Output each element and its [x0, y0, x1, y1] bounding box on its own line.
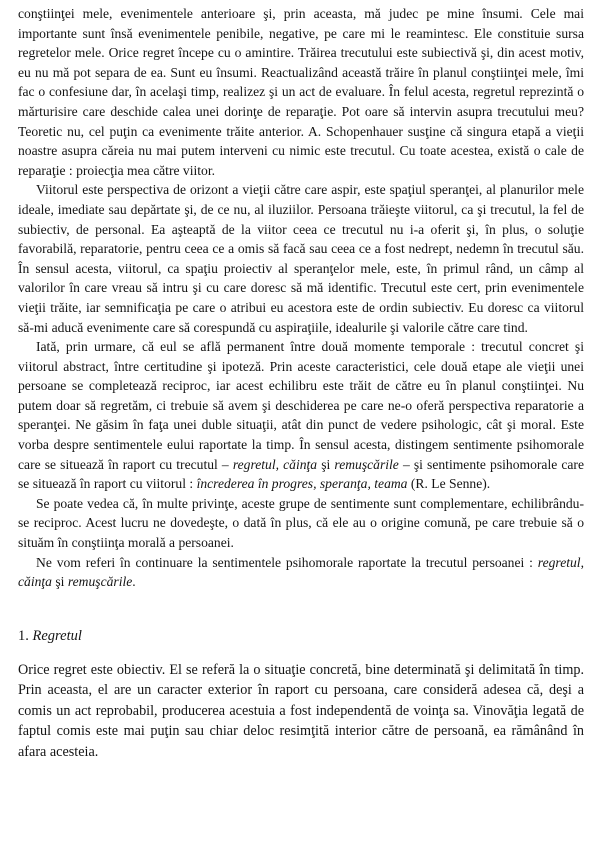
paragraph-4 — [18, 494, 584, 553]
text-run: – şi sentimente psihomorale care se situează în raport cu viitorul : — [18, 456, 584, 492]
text-run: Viitorul este perspectiva de orizont a vieţii către care aspir, este spaţiul speranţei, al planurilor mele ideale, imediate sau depărtate şi, de ce nu, al iluziilor. Persoana trăieşte viitorul, ca şi trecutul, la fel de subiectiv, de personal. Ea aşteaptă de la viitor ceea ce trecutul nu i-a oferit şi, în plus, o soluţie favorabilă, reparatorie, pentru ceea ce a omis să facă sau ceea ce a fost nedrept, nedemn în trecutul său. În sensul acesta, viitorul, ca spaţiu proiectiv al speranţelor mele, este, în primul rând, un câmp al valorilor în care vreau să intru şi cu care doresc să mă identific. Trecutul este cert, prin evenimentele vieţii trăite, iar semnificaţia pe care o atribui eu acestora este de ordin subiectiv. Eu doresc ca viitorul să-mi aducă evenimente care să corespundă cu aspiraţiile, idealurile şi valorile către care tind. — [18, 182, 584, 335]
text-run: încrederea în progres, speranţa, teama — [196, 476, 408, 492]
section-heading — [18, 626, 584, 646]
text-run: şi — [317, 456, 335, 472]
body-text — [18, 4, 584, 592]
text-run: remuşcările — [334, 456, 399, 472]
text-run: remuşcările — [67, 574, 133, 590]
text-run: şi — [51, 574, 68, 590]
paragraph-1 — [18, 4, 584, 180]
paragraph-2 — [18, 180, 584, 337]
text-run: Ne vom referi în continuare la sentimentele psihomorale raportate la trecutul persoanei : — [36, 554, 538, 570]
text-run: (R. Le Senne). — [407, 476, 491, 492]
page-body — [18, 4, 584, 762]
paragraph-5 — [18, 553, 584, 592]
text-run: , — [580, 554, 584, 570]
section-title: Regretul — [32, 627, 82, 644]
text-run: . — [132, 574, 136, 590]
text-run: regretul, căinţa — [232, 456, 318, 472]
text-run: Se poate vedea că, în multe privinţe, aceste grupe de sentimente sunt complementare, echilibrându-se reciproc. Acest lucru ne dovedeşte, o dată în plus, că ele au o origine comună, pe care trebuie să o situăm în conştiinţa morală a persoanei. — [18, 495, 584, 551]
section-number: 1. — [18, 627, 29, 644]
text-run: căinţa — [18, 574, 52, 590]
text-run: Iată, prin urmare, că eul se află permanent între două momente temporale : trecutul concret şi viitorul abstract, între certitudine şi ipoteză. Prin aceste caracteristici, cele două etape ale vieţii unei persoane se completează reciproc, iar acest echilibru este trăit de către eu în planul conştiinţei. Nu putem doar să regretăm, ci trebuie să avem şi deschiderea pe care ne-o oferă perspectiva reparatorie a speranţei. Ne găsim în faţa unei duble situaţii, atât din punct de vedere psihologic, cât şi moral. Este vorba despre sentimentele eului raportate la timp. În sensul acesta, distingem sentimente psihomorale care se situează în raport cu trecutul – — [18, 339, 584, 472]
paragraph-3 — [18, 337, 584, 494]
text-run: conştiinţei mele, evenimentele anterioare şi, prin aceasta, mă judec pe mine însumi. Cele mai importante sunt însă evenimentele penibile, negative, pe care mi le reamintesc. Ele constituie sursa regretelor mele. Orice regret începe cu o amintire. Trăirea trecutului este subiectivă şi, din acest motiv, eu nu mă pot separa de ea. Sunt eu însumi. Reactualizând această trăire în planul conştiinţei mele, îmi fac o confesiune dar, în acelaşi timp, realizez şi un act de evaluare. În felul acesta, regretul reprezintă o mărturisire care deschide calea unei dorinţe de reparaţie. Pot oare să intervin asupra trecutului meu? Teoretic nu, cel puţin ca evenimente trăite anterior. A. Schopenhauer susţine că singura etapă a vieţii noastre asupra căreia nu mai putem interveni cu nimic este trecutul. Cu toate acestea, există o cale de reparaţie : proiecţia mea către viitor. — [18, 6, 584, 178]
section-paragraph: Orice regret este obiectiv. El se referă la o situaţie concretă, bine determinată şi delimitată în timp. Prin aceasta, el are un caracter exterior în raport cu persoana, care consideră adesea că, deşi a comis un act reprobabil, producerea acestuia a fost independentă de voinţa sa. Vinovăţia legată de faptul comis este mai puţin sau chiar deloc resimţită interior către de persoană, ea rămânând în afara acesteia. — [18, 661, 584, 760]
text-run: regretul — [537, 554, 581, 570]
